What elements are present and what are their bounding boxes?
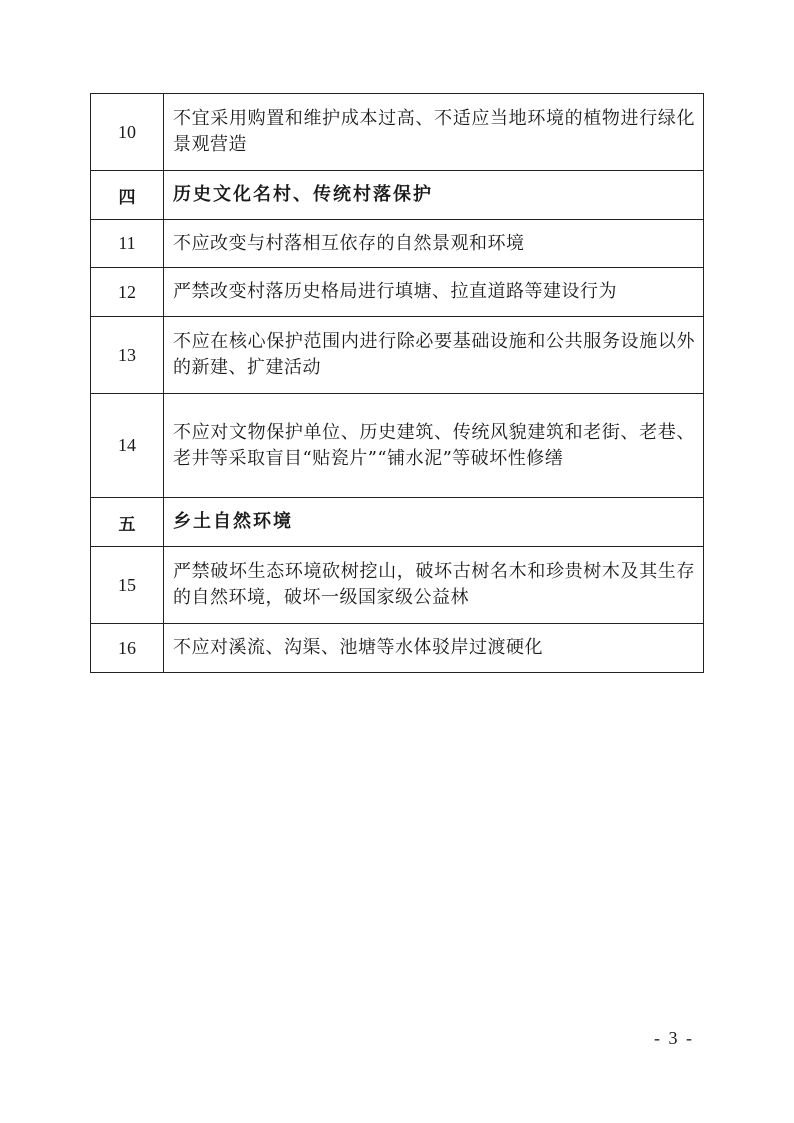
table-row	[91, 624, 704, 673]
section-number: 五	[91, 498, 164, 547]
table-row	[91, 94, 704, 171]
row-text: 不应改变与村落相互依存的自然景观和环境	[164, 220, 704, 268]
row-number: 14	[91, 394, 164, 498]
row-number: 13	[91, 317, 164, 394]
row-number: 15	[91, 547, 164, 624]
row-number: 12	[91, 268, 164, 317]
table-row	[91, 268, 704, 317]
row-text: 不宜采用购置和维护成本过高、不适应当地环境的植物进行绿化景观营造	[164, 94, 704, 171]
row-text: 不应在核心保护范围内进行除必要基础设施和公共服务设施以外的新建、扩建活动	[164, 317, 704, 394]
section-title: 乡土自然环境	[164, 498, 704, 547]
row-text: 严禁破坏生态环境砍树挖山，破坏古树名木和珍贵树木及其生存的自然环境，破坏一级国家级公益林	[164, 547, 704, 624]
row-number: 11	[91, 220, 164, 268]
page-number: - 3 -	[654, 1028, 694, 1048]
table-row	[91, 317, 704, 394]
table-row	[91, 394, 704, 498]
table-row	[91, 547, 704, 624]
section-row	[91, 498, 704, 547]
row-text: 严禁改变村落历史格局进行填塘、拉直道路等建设行为	[164, 268, 704, 317]
row-text: 不应对溪流、沟渠、池塘等水体驳岸过渡硬化	[164, 624, 704, 673]
section-row	[91, 171, 704, 220]
section-number: 四	[91, 171, 164, 220]
row-number: 10	[91, 94, 164, 171]
section-title: 历史文化名村、传统村落保护	[164, 171, 704, 220]
row-text: 不应对文物保护单位、历史建筑、传统风貌建筑和老街、老巷、老井等采取盲目“贴瓷片”“铺水泥”等破坏性修缮	[164, 394, 704, 498]
row-number: 16	[91, 624, 164, 673]
regulation-table	[90, 93, 704, 673]
table-row	[91, 220, 704, 268]
